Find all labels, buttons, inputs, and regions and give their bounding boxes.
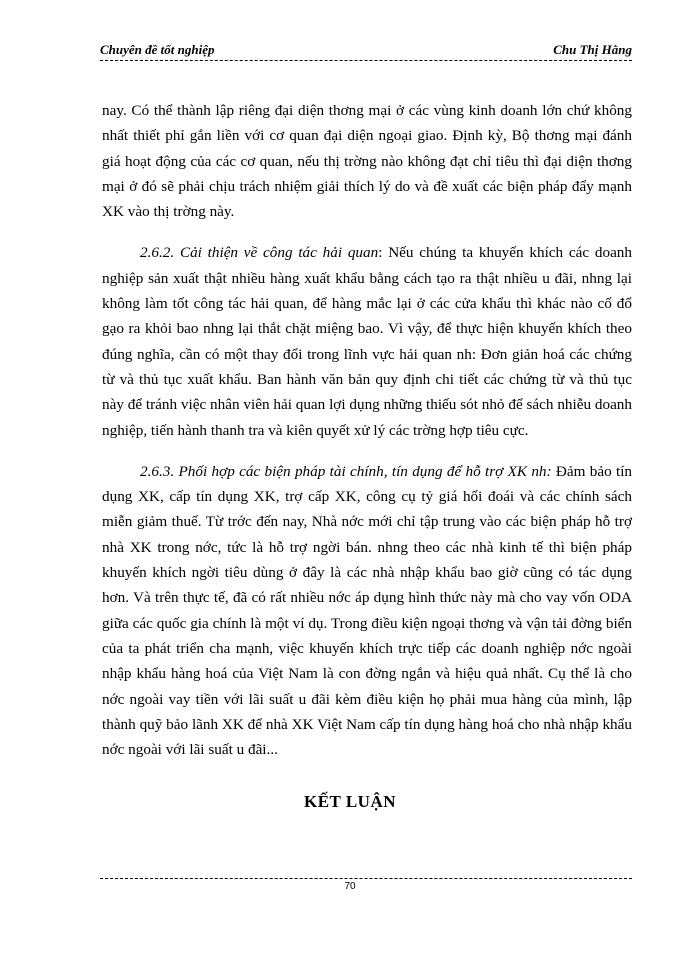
header-left-title: Chuyên đề tốt nghiệp [100, 42, 215, 57]
conclusion-heading: KẾT LUẬN [303, 792, 396, 811]
page-header [100, 38, 632, 58]
paragraph-text: nay. Có thể thành lập riêng đại diện thơng mại ở các vùng kinh doanh lớn chứ không nhất thiết phỉ gắn liền với cơ quan đại diện ngoại giao. Định kỳ, Bộ thơng mại đánh giá hoạt động của các cơ quan, nếu thị trờng nào không đạt chỉ tiêu thì đại diện thơng mại ở đó sẽ phải chịu trách nhiệm giải thích lý do và đề xuất các biện pháp đẩy mạnh XK vào thị trờng này. [102, 102, 632, 221]
section-heading: 2.6.3. Phối hợp các biện pháp tài chính, tín dụng để hỗ trợ XK nh: [140, 462, 552, 480]
header-rule [100, 60, 632, 61]
paragraph [102, 98, 632, 224]
paragraph-text: Đảm bảo tín dụng XK, cấp tín dụng XK, trợ cấp XK, công cụ tỷ giá hối đoái và các chính sách miễn giảm thuế. Từ trớc đến nay, Nhà nớc mới chỉ tập trung vào các biện pháp hỗ trợ nhà XK trong nớc, tức là hỗ trợ ngời bán. nhng theo các nhà kinh tế thì biện pháp khuyến khích ngời tiêu dùng ở đây là các nhà nhập khẩu bao giờ cũng có tác dụng hơn. Và trên thực tế, đã có rất nhiều nớc áp dụng hình thức này mà cho vay vốn ODA giữa các quốc gia chính là một ví dụ. Trong điều kiện ngoại thơng và vận tải đờng biển của ta phát triển cha mạnh, việc khuyến khích trực tiếp các doanh nghiệp nớc ngoài nhập khẩu hàng hoá của Việt Nam là con đờng ngắn và hiệu quả nhất. Cụ thể là cho nớc ngoài vay tiền với lãi suất u đãi kèm điều kiện họ phải mua hàng của mình, lập thành quỹ bảo lãnh XK để nhà XK Việt Nam cấp tín dụng hàng hoá cho nhà nhập khẩu nớc ngoài với lãi suất u đãi... [102, 462, 633, 759]
footer-rule [100, 878, 632, 879]
section-heading: 2.6.2. Cải thiện về công tác hải quan [140, 244, 379, 262]
paragraph [102, 459, 632, 763]
header-right-author: Chu Thị Hằng [553, 42, 632, 57]
paragraph [102, 240, 632, 442]
page-number: 70 [344, 881, 356, 892]
paragraph-text: : Nếu chúng ta khuyến khích các doanh nghiệp sản xuất thật nhiều hàng xuất khẩu bằng cách tạo ra thật nhiều u đãi, nhng lại không làm tốt công tác hải quan, để hàng mắc lại ở các cửa khẩu thì khác nào cố đổ gạo ra khỏi bao nhng lại thắt chặt miệng bao. Vì vậy, để thực hiện khuyến khích theo đúng nghĩa, cần có một thay đổi trong lĩnh vực hải quan nh: Đơn giản hoá các chứng từ và thủ tục xuất khẩu. Ban hành văn bản quy định chi tiết các chứng từ và thủ tục này để tránh việc nhân viên hải quan lợi dụng những thiếu sót nhỏ để sách nhiễu doanh nghiệp, tiến hành thanh tra và kiên quyết xử lý các trờng hợp tiêu cực. [102, 244, 632, 439]
body-text [102, 98, 632, 778]
